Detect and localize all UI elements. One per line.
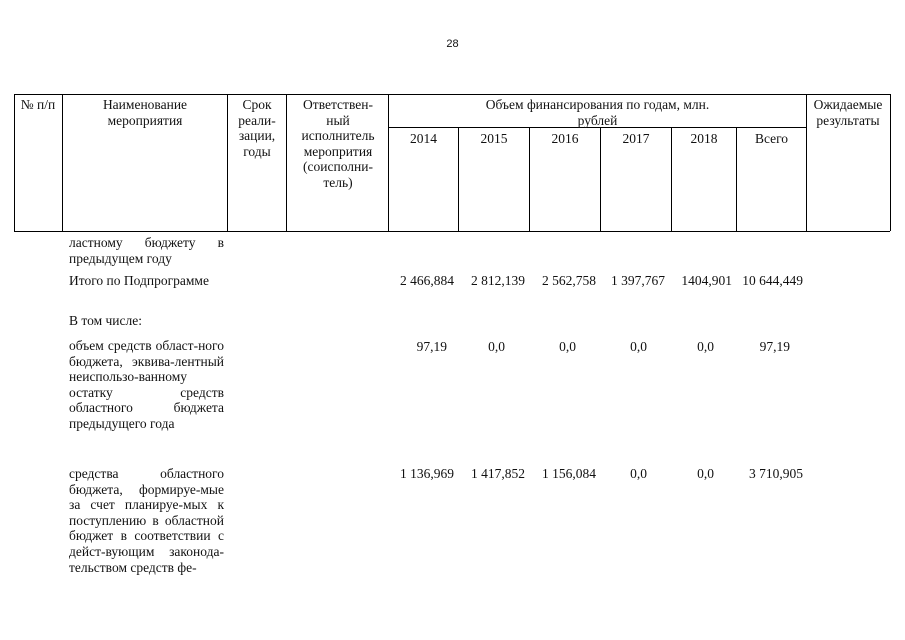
row-4-value-2014: 1 136,969 xyxy=(400,466,454,481)
header-name: Наименование мероприятия xyxy=(102,97,188,128)
header-num: № п/п xyxy=(20,97,56,112)
column-divider xyxy=(14,94,15,231)
page-number: 28 xyxy=(446,38,459,50)
row-1-value-2017: 1 397,767 xyxy=(611,273,665,288)
column-divider xyxy=(890,94,891,231)
column-divider xyxy=(388,94,389,231)
row-3-value-2017: 0,0 xyxy=(630,339,647,354)
row-1-name: Итого по Подпрограмме xyxy=(69,273,209,288)
row-3-value-total: 97,19 xyxy=(759,339,790,354)
row-4-value-2018: 0,0 xyxy=(697,466,714,481)
header-funding: Объем финансирования по годам, млн. рублей xyxy=(485,97,710,128)
year-2017: 2017 xyxy=(622,131,650,146)
row-4-value-2015: 1 417,852 xyxy=(471,466,525,481)
row-2-name: В том числе: xyxy=(69,313,142,328)
column-divider xyxy=(62,94,63,231)
row-3-value-2016: 0,0 xyxy=(559,339,576,354)
row-1-value-2014: 2 466,884 xyxy=(400,273,454,288)
year-2018: 2018 xyxy=(690,131,718,146)
year-2015: 2015 xyxy=(480,131,508,146)
column-divider xyxy=(286,94,287,231)
row-4-value-2017: 0,0 xyxy=(630,466,647,481)
year-2016: 2016 xyxy=(551,131,579,146)
row-1-value-2016: 2 562,758 xyxy=(542,273,596,288)
row-4-value-total: 3 710,905 xyxy=(749,466,803,481)
row-3-name: объем средств област-ного бюджета, эквива-лентный неиспользо-ванному остатку средств областного бюджета предыдущего года xyxy=(69,338,224,431)
row-1-value-total: 10 644,449 xyxy=(742,273,803,288)
row-1-value-2015: 2 812,139 xyxy=(471,273,525,288)
row-3-value-2018: 0,0 xyxy=(697,339,714,354)
row-4-value-2016: 1 156,084 xyxy=(542,466,596,481)
header-executor: Ответствен-ный исполнитель меропрития (соисполни-тель) xyxy=(301,97,375,190)
row-0-name: ластному бюджету в предыдущем году xyxy=(69,235,224,266)
column-divider xyxy=(227,94,228,231)
column-divider xyxy=(806,94,807,231)
header-term: Срок реали-зации, годы xyxy=(238,97,276,159)
row-3-value-2014: 97,19 xyxy=(416,339,447,354)
row-3-value-2015: 0,0 xyxy=(488,339,505,354)
year-total: Всего xyxy=(754,131,789,146)
row-1-value-2018: 1404,901 xyxy=(681,273,732,288)
year-2014: 2014 xyxy=(410,131,437,146)
row-4-name: средства областного бюджета, формируе-мые за счет планируе-мых к поступлению в областной бюджет в соответствии с дейст-вующим законода-тельством средств фе- xyxy=(69,466,224,575)
header-results: Ожидаемые результаты xyxy=(813,97,883,128)
